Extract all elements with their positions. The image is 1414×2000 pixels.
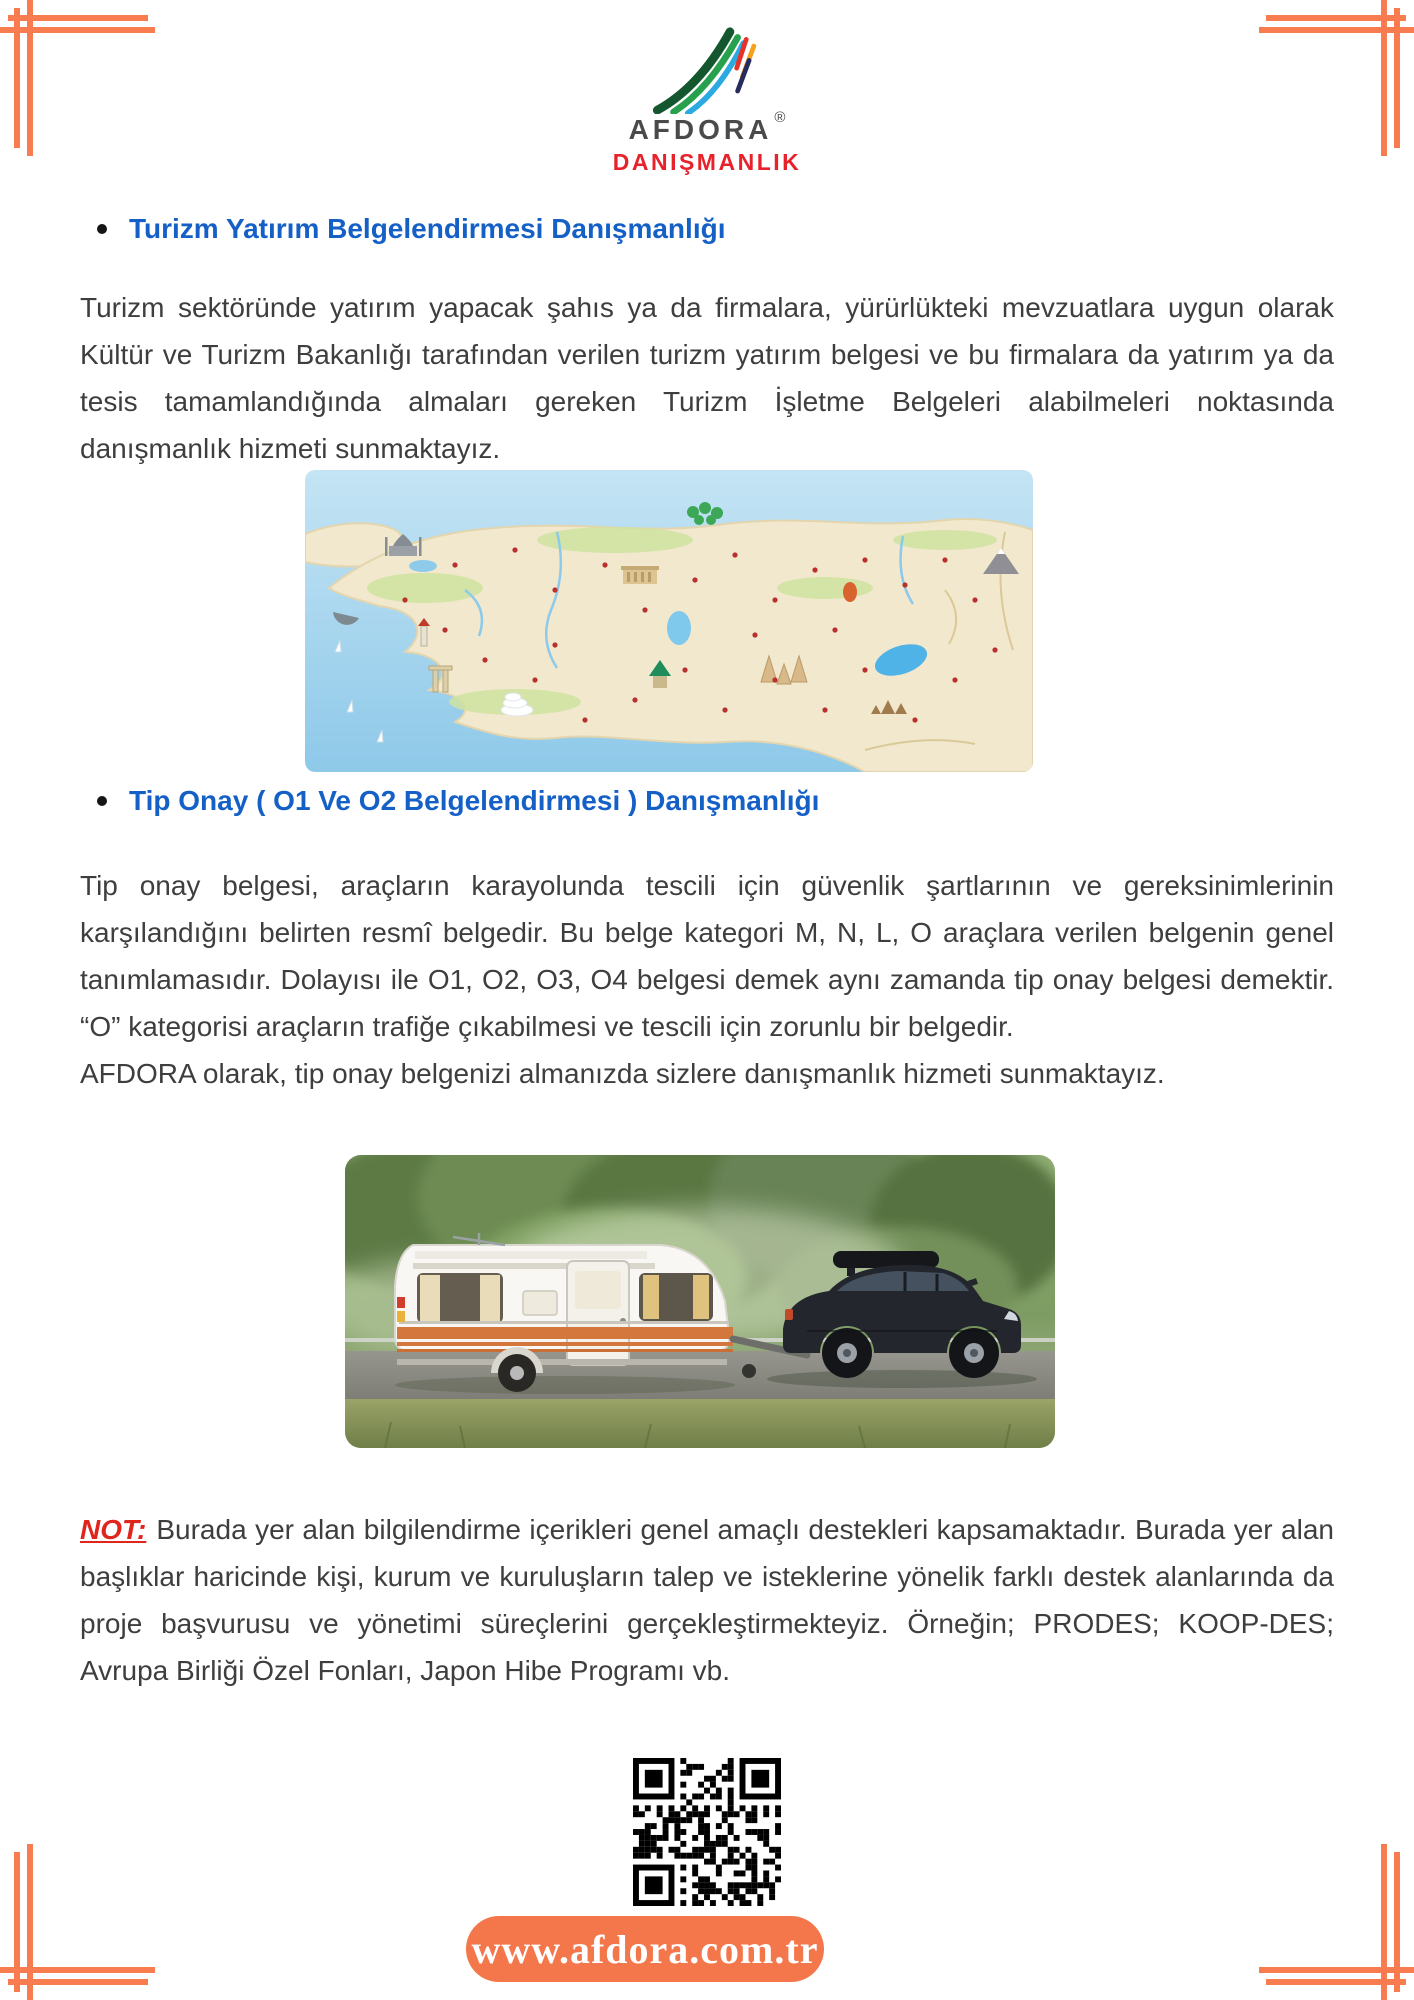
section-1-body <box>80 284 1334 472</box>
website-pill[interactable] <box>466 1916 824 1982</box>
corner-frame-icon <box>0 1840 160 2000</box>
logo-swoosh-icon <box>651 26 763 114</box>
section-1-heading-text: Turizm Yatırım Belgelendirmesi Danışmanlığı <box>129 213 726 244</box>
paragraph: Turizm sektöründe yatırım yapacak şahıs ya da firmalara, yürürlükteki mevzuatlara uygun olarak Kültür ve Turizm Bakanlığı tarafından verilen turizm yatırım belgesi ve bu firmalara da yatırım ya da tesis tamamlandığında almaları gereken Turizm İşletme Belgeleri alabilmeleri noktasında danışmanlık hizmeti sunmaktayız. <box>80 292 1334 464</box>
note-paragraph <box>80 1506 1334 1694</box>
website-link-text: www.afdora.com.tr <box>471 1926 819 1972</box>
paragraph: AFDORA olarak, tip onay belgenizi almanızda sizlere danışmanlık hizmeti sunmaktayız. <box>80 1058 1165 1089</box>
note-text: Burada yer alan bilgilendirme içerikleri genel amaçlı destekleri kapsamaktadır. Burada yer alan başlıklar haricinde kişi, kurum ve kuruluşların talep ve isteklerine yönelik farklı destek alanlarında da proje başvurusu ve yönetimi süreçlerini gerçekleştirmekteyiz. Örneğin; PRODES; KOOP-DES; Avrupa Birliği Özel Fonları, Japon Hibe Programı vb. <box>80 1514 1334 1686</box>
bullet-icon <box>97 796 107 806</box>
section-1-heading <box>97 212 1334 246</box>
paragraph: Tip onay belgesi, araçların karayolunda tescili için güvenlik şartlarının ve gereksinimlerinin karşılandığını belirten resmî belgedir. Bu belge kategori M, N, L, O araçlara verilen belgenin genel tanımlamasıdır. Dolayısı ile O1, O2, O3, O4 belgesi demek aynı zamanda tip onay belgesi demektir. “O” kategorisi araçların trafiğe çıkabilmesi ve tescili için zorunlu bir belgedir. <box>80 870 1334 1042</box>
bullet-icon <box>97 224 107 234</box>
section-2-body <box>80 862 1334 1097</box>
section-2-heading <box>97 784 1334 818</box>
note-label: NOT: <box>80 1514 147 1545</box>
brand-name: AFDORA <box>628 114 773 145</box>
turkey-map-image <box>305 470 1033 772</box>
company-logo <box>0 26 1414 176</box>
registered-mark: ® <box>774 109 786 126</box>
qr-code-image <box>633 1758 781 1906</box>
corner-frame-icon <box>1254 1840 1414 2000</box>
caravan-image <box>345 1155 1055 1448</box>
section-2-heading-text: Tip Onay ( O1 Ve O2 Belgelendirmesi ) Danışmanlığı <box>129 785 820 816</box>
brand-subtitle: DANIŞMANLIK <box>612 149 802 175</box>
